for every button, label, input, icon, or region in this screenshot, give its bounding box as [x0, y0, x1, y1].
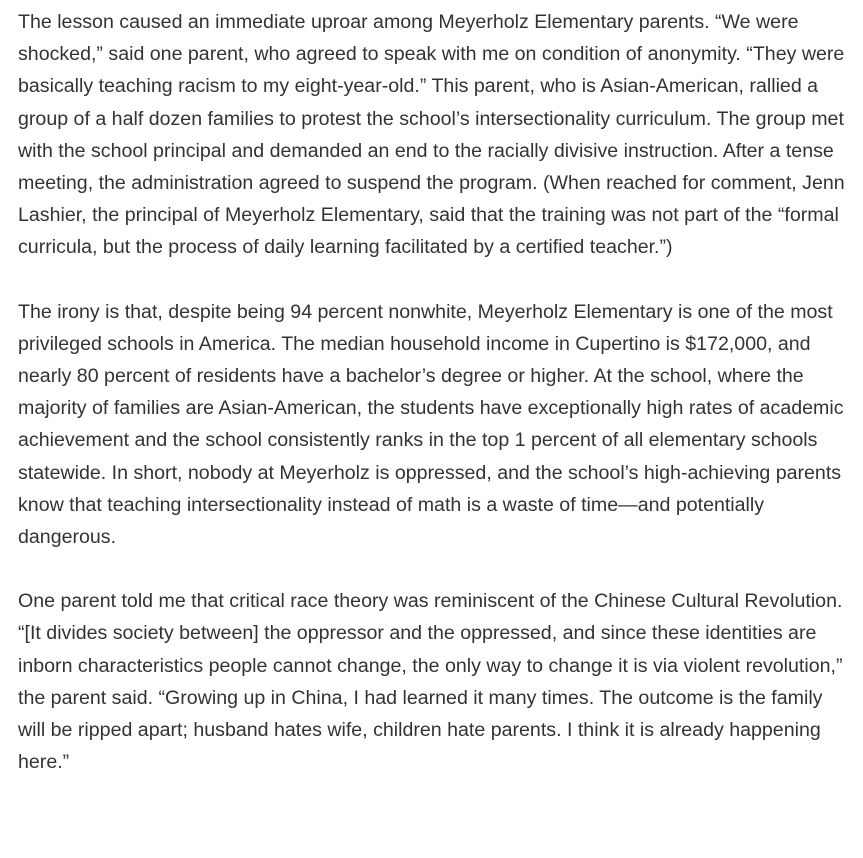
paragraph-parent-uproar: The lesson caused an immediate uproar among Meyerholz Elementary parents. “We were shocked,” said one parent, who agreed to speak with me on condition of anonymity. “They were basically teaching racism to my eight-year-old.” This parent, who is Asian-American, rallied a group of a half dozen families to protest the school’s intersectionality curriculum. The group met with the school principal and demanded an end to the racially divisive instruction. After a tense meeting, the administration agreed to suspend the program. (When reached for comment, Jenn Lashier, the principal of Meyerholz Elementary, said that the training was not part of the “formal curricula, but the process of daily learning facilitated by a certified teacher.”)	[18, 11, 845, 259]
paragraph-privileged-school: The irony is that, despite being 94 percent nonwhite, Meyerholz Elementary is one of the most privileged schools in America. The median household income in Cupertino is $172,000, and nearly 80 percent of residents have a bachelor’s degree or higher. At the school, where the majority of families are Asian-American, the students have exceptionally high rates of academic achievement and the school consistently ranks in the top 1 percent of all elementary schools statewide. In short, nobody at Meyerholz is oppressed, and the school’s high-achieving parents know that teaching intersectionality instead of math is a waste of time—and potentially dangerous.	[18, 300, 844, 549]
paragraph-cultural-revolution: One parent told me that critical race theory was reminiscent of the Chinese Cultural Revolution. “[It divides society between] the oppressor and the oppressed, and since these identities are inborn characteristics people cannot change, the only way to change it is via violent revolution,” the parent said. “Growing up in China, I had learned it many times. The outcome is the family will be ripped apart; husband hates wife, children hate parents. I think it is already happening here.”	[18, 590, 843, 774]
